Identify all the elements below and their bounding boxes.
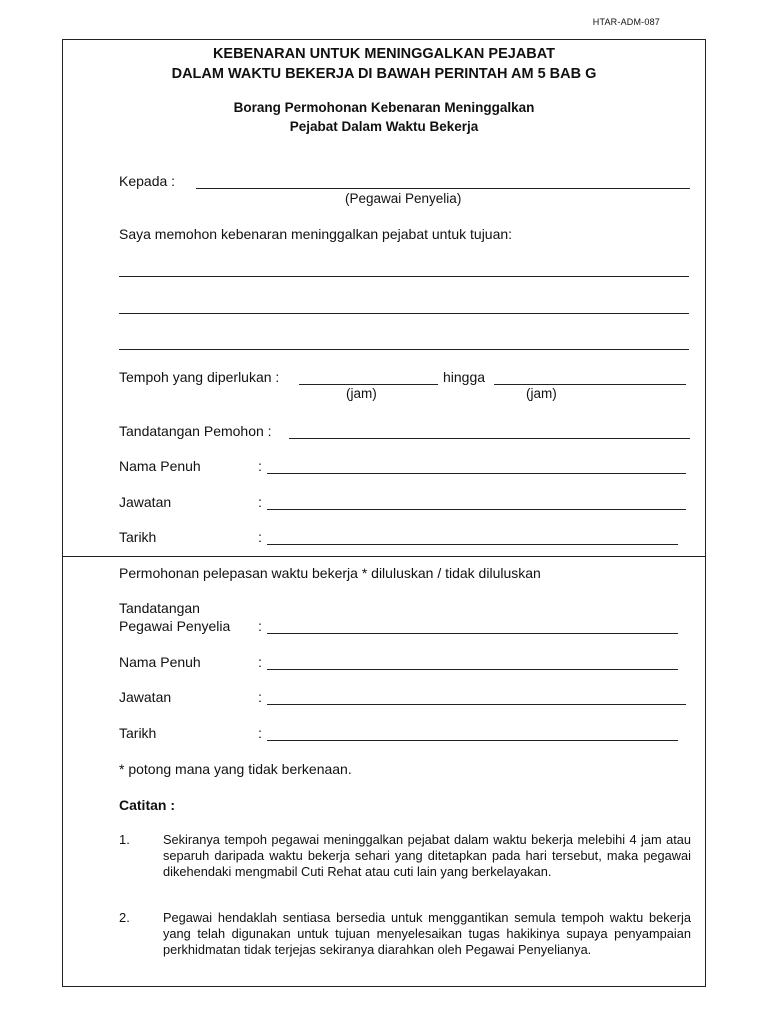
supervisor-nama-colon: : [258, 654, 262, 670]
applicant-jawatan-field[interactable] [267, 509, 686, 510]
notes-heading: Catitan : [119, 797, 175, 813]
applicant-jawatan-colon: : [258, 494, 262, 510]
supervisor-tarikh-colon: : [258, 725, 262, 741]
form-subtitle-line-1: Borang Permohonan Kebenaran Meninggalkan [233, 100, 535, 115]
applicant-nama-field[interactable] [267, 473, 686, 474]
supervisor-nama-label: Nama Penuh [119, 654, 201, 670]
purpose-field-line-3[interactable] [119, 349, 689, 350]
purpose-field-line-1[interactable] [119, 276, 689, 277]
supervisor-jawatan-label: Jawatan [119, 689, 172, 705]
supervisor-jawatan-field[interactable] [267, 704, 686, 705]
applicant-tarikh-label: Tarikh [119, 529, 157, 545]
section-divider [63, 556, 705, 557]
supervisor-nama-field[interactable] [267, 669, 678, 670]
purpose-field-line-2[interactable] [119, 313, 689, 314]
tempoh-label: Tempoh yang diperlukan : [119, 369, 280, 385]
form-frame [62, 39, 706, 987]
applicant-tarikh-colon: : [258, 529, 262, 545]
form-title-line-2: DALAM WAKTU BEKERJA DI BAWAH PERINTAH AM 5 BAB G [171, 66, 597, 82]
supervisor-jawatan-colon: : [258, 689, 262, 705]
supervisor-signature-colon: : [258, 618, 262, 634]
kepada-caption: (Pegawai Penyelia) [345, 191, 462, 206]
hingga-label: hingga [443, 369, 486, 385]
applicant-nama-colon: : [258, 458, 262, 474]
tempoh-from-field[interactable] [299, 384, 438, 385]
supervisor-tarikh-label: Tarikh [119, 725, 157, 741]
note-2-text: Pegawai hendaklah sentiasa bersedia untuk menggantikan semula tempoh waktu bekerja yang telah digunakan untuk tujuan menyelesaikan tugas hakikinya supaya penyampaian perkhidmatan tidak terjejas sekiranya diarahkan oleh Pegawai Penyelianya. [163, 910, 691, 957]
note-1-number: 1. [119, 832, 130, 847]
applicant-signature-label: Tandatangan Pemohon : [119, 423, 272, 439]
form-subtitle-line-2: Pejabat Dalam Waktu Bekerja [289, 119, 479, 134]
applicant-jawatan-label: Jawatan [119, 494, 172, 510]
note-2-number: 2. [119, 910, 130, 925]
supervisor-signature-label-2: Pegawai Penyelia [119, 618, 231, 634]
applicant-tarikh-field[interactable] [267, 544, 678, 545]
document-code: HTAR-ADM-087 [592, 17, 660, 27]
applicant-signature-field[interactable] [289, 438, 690, 439]
purpose-label: Saya memohon kebenaran meninggalkan pejabat untuk tujuan: [119, 226, 513, 242]
footnote: * potong mana yang tidak berkenaan. [119, 761, 352, 777]
form-title-line-1: KEBENARAN UNTUK MENINGGALKAN PEJABAT [212, 46, 556, 62]
supervisor-signature-field[interactable] [267, 633, 678, 634]
note-1-text: Sekiranya tempoh pegawai meninggalkan pejabat dalam waktu bekerja melebihi 4 jam atau separuh daripada waktu bekerja sehari yang ditetapkan pada hari tersebut, maka pegawai dikehendaki mengmabil Cuti Rehat atau cuti lain yang berkelayakan. [163, 832, 691, 879]
jam-caption-to: (jam) [526, 386, 557, 401]
tempoh-to-field[interactable] [494, 384, 686, 385]
applicant-nama-label: Nama Penuh [119, 458, 201, 474]
kepada-field[interactable] [196, 188, 690, 189]
supervisor-signature-label-1: Tandatangan [119, 600, 200, 616]
kepada-label: Kepada : [119, 173, 176, 189]
approval-statement: Permohonan pelepasan waktu bekerja * diluluskan / tidak diluluskan [119, 565, 541, 581]
supervisor-tarikh-field[interactable] [267, 740, 678, 741]
jam-caption-from: (jam) [346, 386, 377, 401]
